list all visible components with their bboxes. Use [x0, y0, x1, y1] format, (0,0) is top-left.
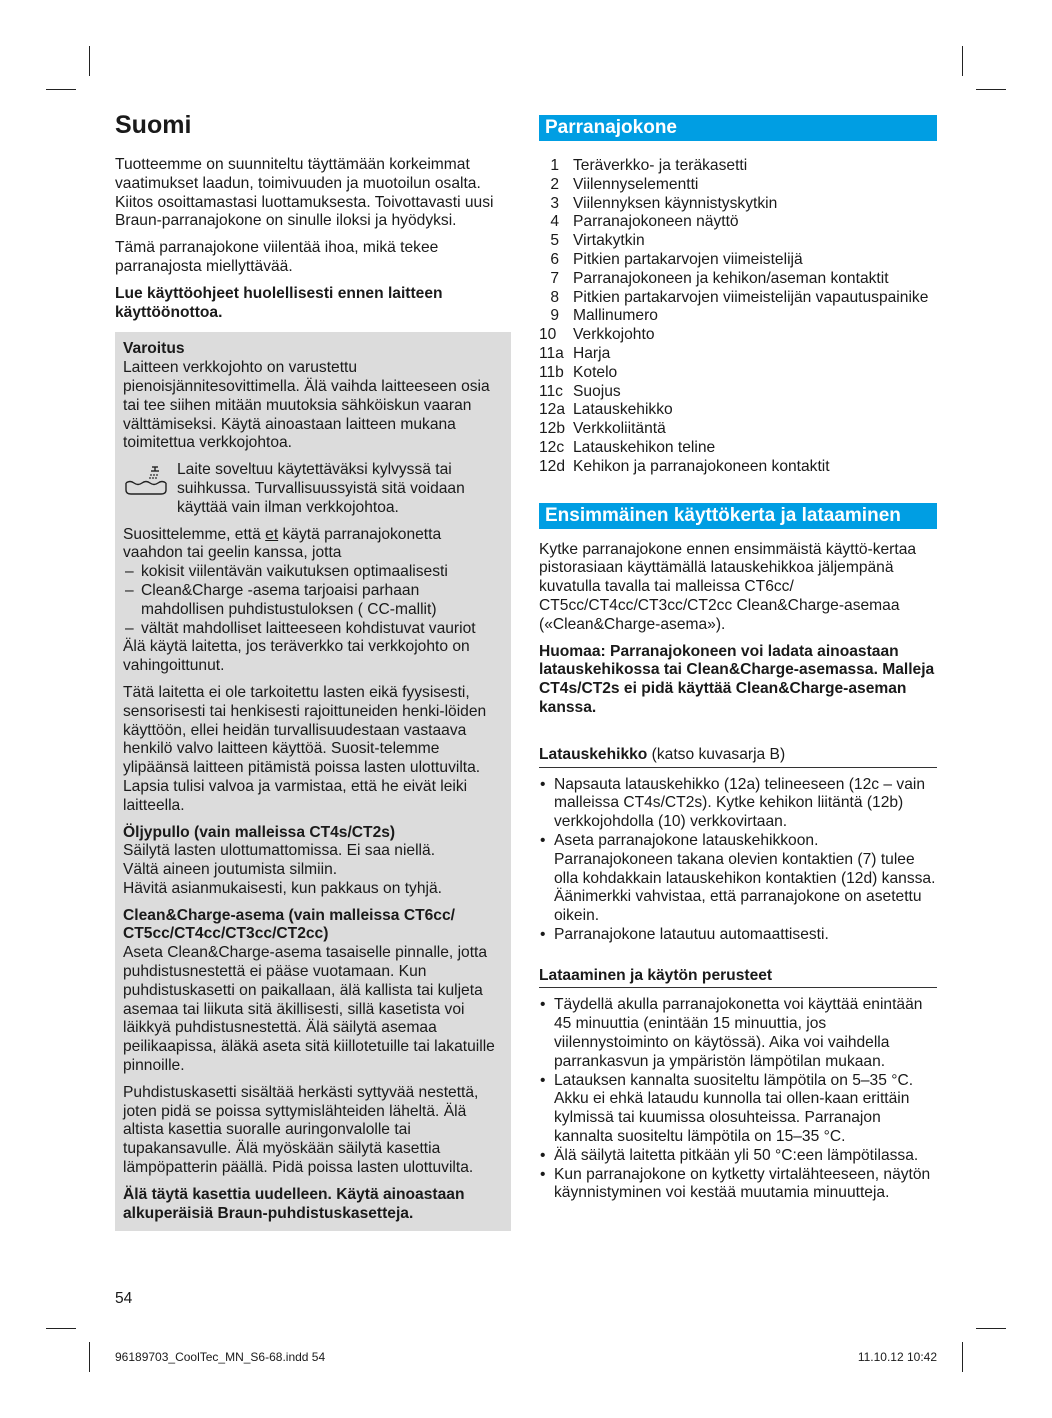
foam-text-end: käytä parranajokonetta vaahdon tai geelin kanssa, jotta — [123, 525, 442, 562]
part-label: Virtakytkin — [573, 232, 645, 250]
part-label: Pitkien partakarvojen viimeistelijä — [573, 250, 803, 268]
part-label: Parranajokoneen ja kehikon/aseman kontaktit — [573, 269, 889, 287]
list-item — [539, 364, 937, 383]
clean-charge-body: Aseta Clean&Charge-asema tasaiselle pinnalle, jotta puhdistusnestettä ei pääse vuotamaan. Kun puhdistuskasetti on paikallaan, älä kallista tai kuljeta asemaa tai liikuta sitä äkillisesti, sillä kasetista voi läikkyä puhdistusnestettä. Älä säilytä asemaa peilikaapissa, äläkä aseta sitä kiillotetuille tai lakatuille pinnoille. — [123, 944, 495, 1075]
list-item: • Latauksen kannalta suositeltu lämpötila on 5–35 °C. Akku ei ehkä lataudu kunnolla tai ollen-kaan erittäin kylmissä tai kuumissa olosuhteissa. Parranajon kannalta suositeltu lämpötila on 15–35 °C. — [539, 1072, 937, 1147]
list-item — [539, 289, 937, 308]
charging-basics-list — [539, 996, 937, 1203]
part-number: 10 — [539, 326, 557, 344]
part-number: 4 — [550, 213, 559, 231]
right-column — [539, 115, 937, 1203]
part-number: 12c — [539, 438, 565, 456]
list-item — [539, 232, 937, 251]
part-label: Kehikon ja parranajokoneen kontaktit — [573, 457, 830, 475]
warning-body: Laitteen verkkojohto on varustettu pienoisjännitesovittimella. Älä vaihda laitteeseen osia tai tee siihen mitään muutoksia sähköiskun vaaran välttämiseksi. Käytä ainoastaan laitteen mukana toimitettua verkkojohtoa. — [123, 359, 490, 452]
part-number: 12b — [539, 420, 566, 438]
print-slug-file: 96189703_CoolTec_MN_S6-68.indd 54 — [115, 1350, 326, 1364]
warning-heading: Varoitus — [123, 340, 185, 358]
cooling-paragraph: Tämä parranajokone viilentää ihoa, mikä tekee parranajosta miellyttävää. — [115, 239, 439, 275]
part-label: Teräverkko- ja teräkasetti — [573, 157, 748, 174]
charging-note: Huomaa: Parranajokoneen voi ladata ainoastaan latauskehikossa tai Clean&Charge-asemassa. Malleja CT4s/CT2s ei pidä käyttää Clean&Charge-aseman kanssa. — [539, 642, 935, 716]
foam-paragraph — [123, 526, 503, 564]
list-item: • Napsauta latauskehikko (12a) telineeseen (12c – vain malleissa CT4s/CT2s). Kytke kehikon liitäntä (12b) verkkojohdolla (10) verkkovirtaan. — [539, 776, 937, 832]
foam-reasons-list — [123, 563, 503, 638]
part-number: 11c — [539, 382, 563, 400]
bath-use-text: Laite soveltuu käytettäväksi kylvyssä tai suihkussa. Turvallisuussyistä sitä voidaan käyttää vain ilman verkkojohtoa. — [177, 461, 465, 516]
list-item — [539, 439, 937, 458]
part-number: 9 — [550, 307, 559, 325]
list-item: • Täydellä akulla parranajokonetta voi käyttää enintään 45 minuuttia (enintään 15 minuuttia, jos viilennystoiminto on käytössä). Aika voi vaihdella parrankasvun ja ympäristön lämpötilan mukaan. — [539, 996, 937, 1071]
list-item — [539, 401, 937, 420]
part-number: 8 — [550, 288, 559, 306]
part-number: 12a — [539, 401, 566, 419]
left-column — [115, 110, 511, 1231]
part-number: 1 — [550, 157, 559, 174]
first-use-paragraph: Kytke parranajokone ennen ensimmäistä käyttö-kertaa pistorasiaan käyttämällä latauskehikkoa jäljempänä kuvatulla tavalla tai malleissa CT6cc/ CT5cc/CT4cc/CT3cc/CT2cc Clean&Charge-asemaa («Clean&Charge-asema»). — [539, 540, 917, 633]
part-label: Viilennyksen käynnistyskytkin — [573, 194, 778, 212]
list-item: – Clean&Charge -asema tarjoaisi parhaan mahdollisen puhdistustuloksen ( CC-mallit) — [123, 582, 503, 620]
page-number: 54 — [115, 1290, 133, 1307]
part-label: Verkkojohto — [573, 326, 655, 344]
part-label: Harja — [573, 344, 611, 362]
crop-mark — [46, 1328, 76, 1329]
foam-text-start: Suosittelemme, että — [123, 525, 266, 543]
children-warning: Tätä laitetta ei ole tarkoitettu lasten eikä fyysisesti, sensorisesti tai henkisesti rajoittuneiden henki-löiden käyttöön, ellei heidän turvallisuudestaan vastaava henkilö valvo laitteen käyttöä. Suosit-telemme ylipäänsä laitteen pitämistä poissa lasten ulottuvilta. Lapsia tulisi valvoa ja varmistaa, että he eivät leiki laitteella. — [123, 683, 487, 814]
list-item — [539, 213, 937, 232]
part-label: Viilennyselementti — [573, 175, 699, 193]
refill-warning: Älä täytä kasettia uudelleen. Käytä ainoastaan alkuperäisiä Braun-puhdistuskasetteja. — [123, 1185, 465, 1222]
list-item — [539, 176, 937, 195]
list-item — [539, 420, 937, 439]
oil-line: Säilytä lasten ulottumattomissa. Ei saa niellä. — [123, 842, 436, 860]
part-number: 6 — [550, 250, 559, 268]
crop-mark — [976, 1328, 1006, 1329]
part-number: 3 — [550, 194, 559, 212]
list-item: – kokisit viilentävän vaikutuksen optimaalisesti — [123, 563, 503, 582]
part-number: 7 — [550, 269, 559, 287]
list-item — [539, 270, 937, 289]
part-label: Mallinumero — [573, 307, 658, 325]
part-label: Latauskehikon teline — [573, 438, 716, 456]
list-item — [539, 458, 937, 477]
oil-heading: Öljypullo (vain malleissa CT4s/CT2s) — [123, 823, 396, 841]
charging-frame-note: (katso kuvasarja B) — [647, 745, 786, 763]
crop-mark — [89, 46, 90, 76]
part-label: Pitkien partakarvojen viimeistelijän vapautuspainike — [573, 288, 929, 306]
crop-mark — [89, 1342, 90, 1372]
page-title: Suomi — [115, 111, 192, 139]
list-item — [539, 195, 937, 214]
list-item: • Kun parranajokone on kytketty virtalähteeseen, näytön käynnistyminen voi kestää muutamia minuutteja. — [539, 1166, 937, 1204]
bathtub-shower-icon — [123, 463, 169, 499]
list-item — [539, 307, 937, 326]
list-item — [539, 326, 937, 345]
part-number: 11a — [539, 344, 564, 362]
print-slug-date: 11.10.12 10:42 — [857, 1350, 937, 1364]
crop-mark — [976, 89, 1006, 90]
intro-paragraph: Tuotteemme on suunniteltu täyttämään korkeimmat vaatimukset laadun, toimivuuden ja muotoilun osalta. Kiitos osoittamastasi luottamuksesta. Toivottavasti uusi Braun-parranajokone on sinulle iloksi ja hyödyksi. — [115, 156, 494, 230]
charging-frame-list — [539, 776, 937, 945]
section-heading-shaver: Parranajokone — [539, 115, 937, 141]
warning-box — [115, 332, 511, 1231]
part-label: Verkkoliitäntä — [573, 420, 666, 438]
charging-basics-heading: Lataaminen ja käytön perusteet — [539, 967, 937, 989]
part-number: 2 — [550, 175, 559, 193]
part-number: 5 — [550, 232, 559, 250]
list-item — [539, 345, 937, 364]
parts-list — [539, 157, 937, 477]
section-heading-first-use: Ensimmäinen käyttökerta ja lataaminen — [539, 503, 937, 529]
list-item: • Parranajokone latautuu automaattisesti. — [539, 926, 937, 945]
part-label: Suojus — [573, 382, 621, 400]
foam-text-et: et — [265, 525, 279, 543]
crop-mark — [962, 46, 963, 76]
list-item: • Älä säilytä laitetta pitkään yli 50 °C:een lämpötilassa. — [539, 1147, 937, 1166]
charging-frame-heading — [539, 746, 937, 768]
list-item — [539, 383, 937, 402]
list-item — [539, 251, 937, 270]
damaged-warning: Älä käytä laitetta, jos teräverkko tai verkkojohto on vahingoittunut. — [123, 638, 470, 675]
list-item: – vältät mahdolliset laitteeseen kohdistuvat vauriot — [123, 620, 503, 639]
part-number: 11b — [539, 363, 564, 381]
cartridge-warning: Puhdistuskasetti sisältää herkästi syttyvää nestettä, joten pidä se poissa syttymislähteiden läheltä. Älä altista kasettia suoralle auringonvalolle tai tupakansavulle. Älä myöskään säilytä kasettia lämpöpatterin päällä. Pidä poissa lasten ulottuvilta. — [123, 1083, 479, 1177]
part-label: Latauskehikko — [573, 401, 673, 419]
oil-line: Vältä aineen joutumista silmiin. — [123, 861, 338, 879]
part-number: 12d — [539, 457, 566, 475]
clean-charge-heading: Clean&Charge-asema (vain malleissa CT6cc/ CT5cc/CT4cc/CT3cc/CT2cc) — [123, 906, 455, 943]
list-item: • Aseta parranajokone latauskehikkoon. Parranajokoneen takana olevien kontaktien (7) tulee olla kohdakkain latauskehikon kontaktien (12d) kanssa. Äänimerkki vahvistaa, että parranajokone on asetettu oikein. — [539, 832, 937, 926]
part-label: Kotelo — [573, 363, 618, 381]
crop-mark — [962, 1342, 963, 1372]
part-label: Parranajokoneen näyttö — [573, 213, 739, 231]
charging-frame-title: Latauskehikko — [539, 745, 648, 763]
crop-mark — [46, 89, 76, 90]
bath-use-row — [123, 461, 503, 517]
oil-line: Hävitä asianmukaisesti, kun pakkaus on tyhjä. — [123, 879, 442, 897]
read-instructions-note: Lue käyttöohjeet huolellisesti ennen laitteen käyttöönottoa. — [115, 284, 443, 321]
list-item — [539, 157, 937, 176]
